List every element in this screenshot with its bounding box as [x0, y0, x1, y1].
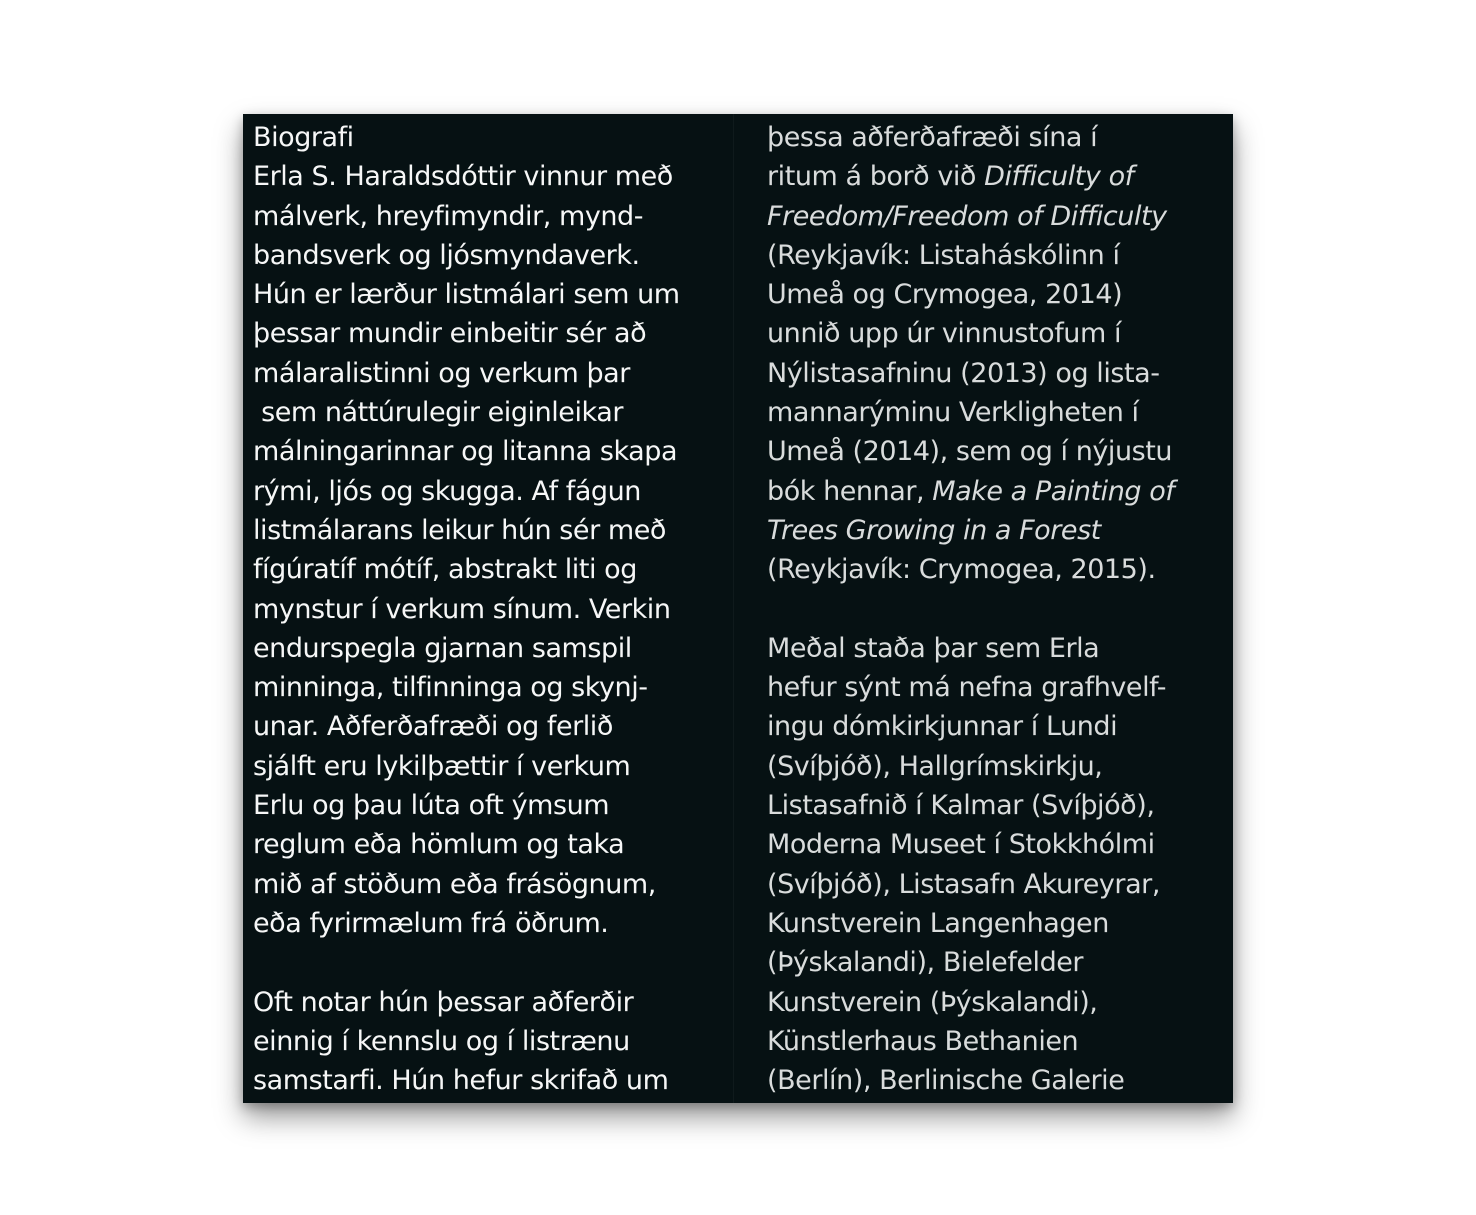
text-segment: Hún er lærður listmálari sem um	[253, 279, 680, 311]
text-segment: Moderna Museet í Stokkhólmi	[767, 829, 1155, 861]
text-segment: Listasafnið í Kalmar (Svíþjóð),	[767, 790, 1155, 822]
text-line	[253, 590, 680, 629]
text-segment: eða fyrirmælum frá öðrum.	[253, 907, 609, 939]
text-segment: (Berlín), Berlinische Galerie	[767, 1065, 1125, 1097]
text-line	[253, 275, 680, 314]
text-line	[767, 707, 1174, 746]
book-title-italic: Trees Growing in a Forest	[767, 514, 1101, 546]
text-line	[767, 197, 1174, 236]
text-segment: reglum eða hömlum og taka	[253, 829, 625, 861]
text-line	[253, 786, 680, 825]
text-segment: Biografi	[253, 122, 354, 153]
text-line	[253, 472, 680, 511]
text-segment: málverk, hreyfimyndir, mynd-	[253, 200, 644, 232]
text-segment: unnið upp úr vinnustofum í	[767, 318, 1121, 350]
text-segment: Künstlerhaus Bethanien	[767, 1025, 1079, 1057]
text-line	[767, 393, 1174, 432]
text-line	[767, 236, 1174, 275]
text-line	[253, 236, 680, 275]
text-line	[767, 629, 1174, 668]
text-line	[253, 393, 680, 432]
text-segment: þessa aðferðafræði sína í	[767, 122, 1098, 153]
text-line	[767, 432, 1174, 471]
text-segment: sem náttúrulegir eiginleikar	[253, 397, 623, 429]
text-segment: Oft notar hún þessar aðferðir	[253, 986, 634, 1018]
text-line	[253, 629, 680, 668]
text-line	[767, 275, 1174, 314]
text-line	[253, 865, 680, 904]
text-line	[767, 747, 1174, 786]
text-segment: mið af stöðum eða frásögnum,	[253, 868, 656, 900]
text-segment: einnig í kennslu og í listrænu	[253, 1025, 630, 1057]
text-segment: Meðal staða þar sem Erla	[767, 632, 1100, 664]
text-line	[767, 1022, 1174, 1061]
text-segment: unar. Aðferðafræði og ferlið	[253, 711, 613, 743]
text-segment: hefur sýnt má nefna grafhvelf-	[767, 672, 1167, 704]
text-line	[253, 943, 680, 982]
text-line	[253, 983, 680, 1022]
text-line	[767, 472, 1174, 511]
text-line	[253, 118, 680, 157]
text-line	[253, 157, 680, 196]
text-segment: málningarinnar og litanna skapa	[253, 436, 678, 468]
text-segment: þessar mundir einbeitir sér að	[253, 318, 647, 350]
text-line	[767, 1061, 1174, 1100]
text-line	[253, 707, 680, 746]
book-page-spread	[243, 114, 1233, 1103]
text-segment: bók hennar,	[767, 475, 933, 507]
text-line	[253, 432, 680, 471]
text-segment: ingu dómkirkjunnar í Lundi	[767, 711, 1118, 743]
text-segment: (Þýskalandi), Bielefelder	[767, 947, 1084, 979]
text-line	[767, 118, 1174, 157]
book-title-italic: Make a Painting of	[932, 475, 1175, 507]
text-line	[767, 354, 1174, 393]
text-line	[253, 668, 680, 707]
text-segment: minninga, tilfinninga og skynj-	[253, 672, 648, 704]
text-segment: Kunstverein Langenhagen	[767, 907, 1109, 939]
text-line	[253, 197, 680, 236]
text-line	[253, 354, 680, 393]
text-line	[253, 904, 680, 943]
text-line	[253, 1022, 680, 1061]
text-line	[767, 865, 1174, 904]
text-line	[767, 157, 1174, 196]
text-line	[253, 550, 680, 589]
text-line	[253, 511, 680, 550]
text-segment: listmálarans leikur hún sér með	[253, 514, 666, 546]
text-line	[767, 825, 1174, 864]
text-line	[767, 983, 1174, 1022]
text-segment: Nýlistasafninu (2013) og lista-	[767, 357, 1160, 389]
text-segment: Kunstverein (Þýskalandi),	[767, 986, 1098, 1018]
text-segment: mynstur í verkum sínum. Verkin	[253, 593, 671, 625]
book-title-italic: Difficulty of	[984, 161, 1134, 193]
text-line	[767, 668, 1174, 707]
text-segment: endurspegla gjarnan samspil	[253, 632, 632, 664]
text-line	[767, 590, 1174, 629]
text-segment: bandsverk og ljósmyndaverk.	[253, 239, 640, 271]
text-segment: Umeå og Crymogea, 2014)	[767, 279, 1123, 311]
text-segment: Erlu og þau lúta oft ýmsum	[253, 790, 610, 822]
book-title-italic: Freedom/Freedom of Difficulty	[767, 200, 1167, 232]
text-line	[767, 550, 1174, 589]
text-segment: sjálft eru lykilþættir í verkum	[253, 750, 631, 782]
text-segment: (Reykjavík: Listaháskólinn í	[767, 239, 1120, 271]
text-segment: ritum á borð við	[767, 161, 985, 193]
text-segment: (Svíþjóð), Listasafn Akureyrar,	[767, 868, 1160, 900]
text-line	[767, 904, 1174, 943]
text-line	[253, 1061, 680, 1100]
text-line	[767, 314, 1174, 353]
text-line	[767, 786, 1174, 825]
left-text-column	[253, 118, 680, 1100]
text-segment: mannarýminu Verkligheten í	[767, 397, 1139, 429]
text-segment: málaralistinni og verkum þar	[253, 357, 630, 389]
right-text-column	[767, 118, 1174, 1100]
text-segment: Umeå (2014), sem og í nýjustu	[767, 436, 1173, 468]
text-segment: rými, ljós og skugga. Af fágun	[253, 475, 641, 507]
text-segment: fígúratíf mótíf, abstrakt liti og	[253, 554, 637, 586]
text-line	[253, 825, 680, 864]
text-line	[253, 314, 680, 353]
text-segment: (Svíþjóð), Hallgrímskirkju,	[767, 750, 1103, 782]
text-line	[253, 747, 680, 786]
text-line	[767, 511, 1174, 550]
text-segment: Erla S. Haraldsdóttir vinnur með	[253, 161, 673, 193]
text-segment: (Reykjavík: Crymogea, 2015).	[767, 554, 1156, 586]
text-line	[767, 943, 1174, 982]
text-segment: samstarfi. Hún hefur skrifað um	[253, 1065, 669, 1097]
